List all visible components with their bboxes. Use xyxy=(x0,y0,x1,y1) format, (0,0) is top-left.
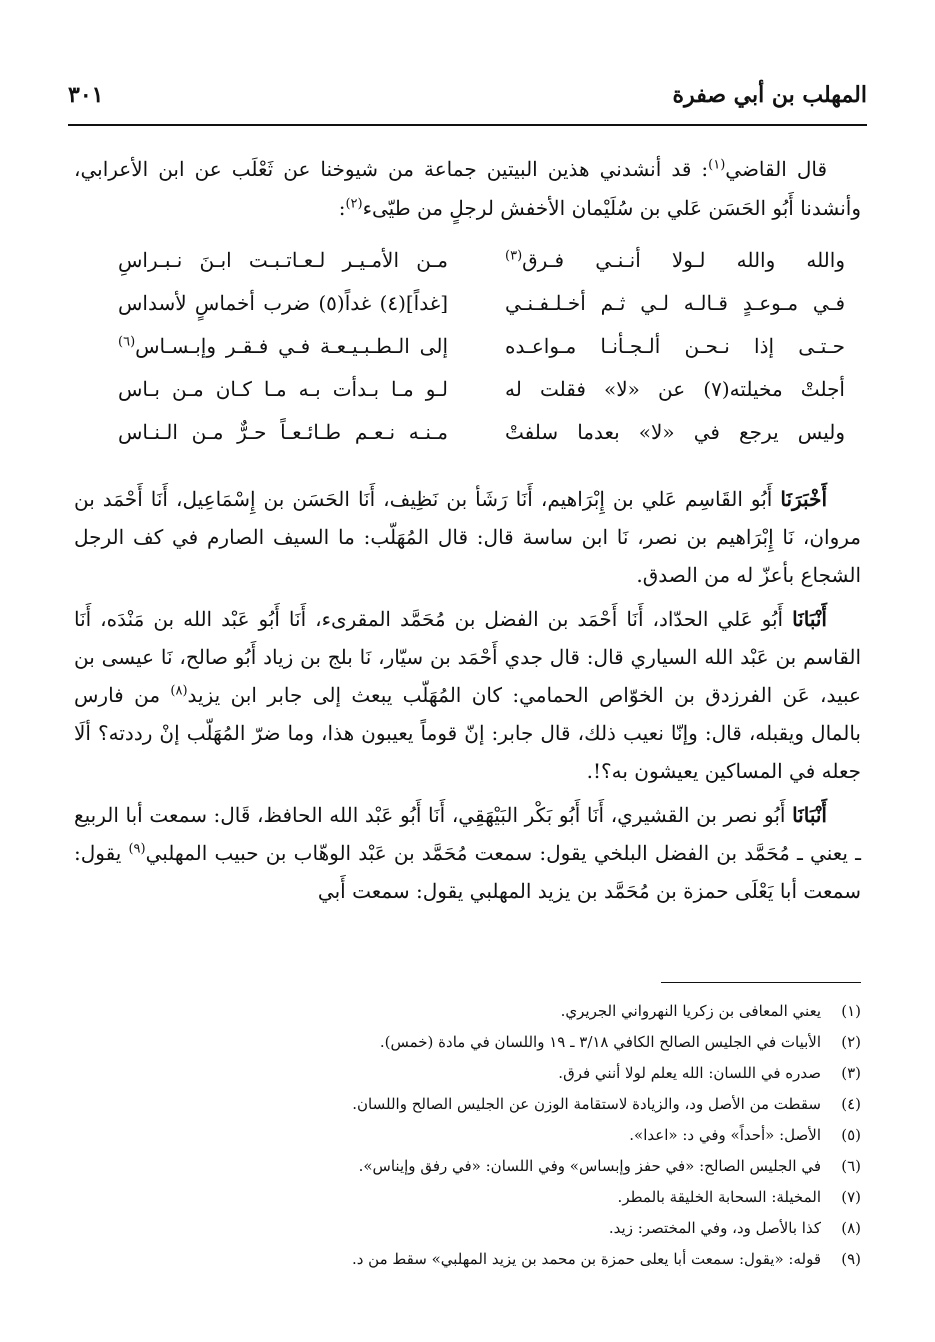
narration-paragraph xyxy=(74,796,861,910)
footnote xyxy=(74,1027,861,1058)
footnote-text: قوله: «يقول: سمعت أبا يعلى حمزة بن محمد بن يزيد المهلبي» سقط من د. xyxy=(351,1250,821,1268)
footnote-text: يعني المعافى بن زكريا النهرواني الجريري. xyxy=(560,1002,821,1020)
poem-verse xyxy=(118,291,845,334)
footnote-number: (٧) xyxy=(841,1188,861,1206)
footnote xyxy=(74,1244,861,1275)
intro-paragraph xyxy=(74,150,861,228)
verse-first-hemistich: أجلتْ مخيلته(٧) عن «لا» فقلت له xyxy=(505,377,845,401)
verse-first-hemistich: حـتـى إذا نـحـن ألـجـأنـا مـواعـده xyxy=(505,334,845,358)
running-title: المهلب بن أبي صفرة xyxy=(672,82,867,108)
footnote-number: (١) xyxy=(841,1002,861,1020)
footnote xyxy=(74,1058,861,1089)
narration-text: يقول: سمعت أبا يَعْلَى حمزة بن مُحَمَّد بن يزيد المهلبي يقول: سمعت أَبي xyxy=(74,841,861,903)
footnote-text: في الجليس الصالح: «في حفز وإبساس» وفي اللسان: «في رفق وإيناس». xyxy=(358,1157,821,1175)
footnotes xyxy=(74,996,861,1275)
footnote-number: (٢) xyxy=(841,1033,861,1051)
poem-verse xyxy=(118,420,845,463)
verse-first-hemistich: وليس يرجع في «لا» بعدما سلفتْ xyxy=(505,420,845,444)
narration-text: أَبُو القَاسِم عَلي بن إِبْرَاهيم، أَنَا رَشَأ بن نَظِيف، أَنَا الحَسَن بن إِسْمَاعِيل، أَنَا أَحْمَد بن مروان، نَا إِبْرَاهيم بن نصر، نَا ابن ساسة قال: قال المُهَلّب: ما السيف الصارم في كف الرجل الشجاع بأعزّ له من الصدق. xyxy=(74,487,861,587)
footnote-text: صدره في اللسان: الله يعلم لولا أنني فرق. xyxy=(558,1064,821,1082)
footnote-number: (٩) xyxy=(841,1250,861,1268)
verse-second-hemistich: مـن الأمـيـر لـعـاتـبـت ابـنَ نـبـراسِ xyxy=(118,248,448,272)
verse-first-hemistich: فـي مـوعـدٍ قـالـه لـي ثـم أخـلـفـنـي xyxy=(505,291,845,315)
footnote-ref: (٩) xyxy=(128,841,146,857)
intro-text xyxy=(74,150,861,228)
footnote-ref: (٢) xyxy=(345,196,363,212)
footnote xyxy=(74,1120,861,1151)
main-prose xyxy=(74,480,861,916)
verse-second-hemistich: إلى الـطـبـيـعـة فـي فـقـر وإبـسـاس$^{(٦)}$ xyxy=(118,334,448,358)
narration-lead: أَخْبَرَنَا xyxy=(780,487,827,511)
footnote-text: الأصل: «أحداً» وفي د: «اعدا». xyxy=(629,1126,821,1144)
verse-second-hemistich: [غداً](٤) غداً(٥) ضرب أخماسٍ لأسداس xyxy=(118,291,448,315)
footnote-rule xyxy=(661,982,861,983)
footnote-ref: (٨) xyxy=(170,683,188,699)
verse-first-hemistich: والله والله لـولا أنـنـي فـرق$^{(٣)}$ xyxy=(505,248,845,272)
footnote xyxy=(74,1151,861,1182)
narration-paragraph xyxy=(74,600,861,790)
page-number: ٣٠١ xyxy=(68,82,104,108)
intro-part-b: : قد أنشدني هذين البيتين جماعة من شيوخنا عن ثَعْلَب عن ابن الأعرابي، وأنشدنا أَبُو الحَسَن عَلي بن سُلَيْمان الأخفش لرجلٍ من طيّىء xyxy=(74,157,861,220)
footnote xyxy=(74,1089,861,1120)
footnote xyxy=(74,1182,861,1213)
poem xyxy=(118,248,845,463)
narration-text: من فارس بالمال ويقبله، قال: وإنّا نعيب ذلك، قال جابر: إنّ قوماً يعيبون هذا، وما ضرّ المُهَلّب إنْ رددته؟ ألَا جعله في المساكين يعيشون به؟!. xyxy=(74,683,861,783)
verse-second-hemistich: مـنـه نـعـم طـائـعـاً حـرٌّ مـن الـنـاس xyxy=(118,420,448,444)
footnote-text: سقطت من الأصل ود، والزيادة لاستقامة الوزن عن الجليس الصالح واللسان. xyxy=(352,1095,821,1113)
verse-second-hemistich: لـو مـا بـدأت بـه مـا كـان مـن بـاس xyxy=(118,377,448,401)
footnote-text: الأبيات في الجليس الصالح الكافي ٣/١٨ ـ ١٩ واللسان في مادة (خمس). xyxy=(379,1033,821,1051)
footnote-ref: (١) xyxy=(708,157,726,173)
narration-paragraph xyxy=(74,480,861,594)
poem-verse xyxy=(118,377,845,420)
intro-part-a: قال القاضي xyxy=(725,157,828,181)
footnote xyxy=(74,1213,861,1244)
poem-verse xyxy=(118,248,845,291)
footnote-number: (٦) xyxy=(841,1157,861,1175)
narration-lead: أَنْبَانَا xyxy=(792,607,827,631)
poem-verse xyxy=(118,334,845,377)
narration-text: أَبُو نصر بن القشيري، أَنَا أَبُو بَكْر البَيْهَقِي، أَنَا أَبُو عَبْد الله الحافظ، قَال: سمعت أبا الربيع ـ يعني ـ مُحَمَّد بن الفضل البلخي يقول: سمعت مُحَمَّد بن عَبْد الوهّاب بن حبيب المهلبي xyxy=(74,803,861,865)
footnote xyxy=(74,996,861,1027)
intro-part-c: : xyxy=(338,196,346,220)
footnote-text: كذا بالأصل ود، وفي المختصر: زيد. xyxy=(608,1219,821,1237)
page-header xyxy=(68,82,867,118)
footnote-number: (٤) xyxy=(841,1095,861,1113)
narration-text: أَبُو عَلي الحدّاد، أَنَا أَحْمَد بن الفضل بن مُحَمَّد المقرىء، أَنَا أَبُو عَبْد الله بن مَنْدَه، أَنَا القاسم بن عَبْد الله السياري قال: قال جدي أَحْمَد بن سيّار، نَا بلج بن زياد أَبُو صالح، نَا عيسى بن عبيد، عَن الفرزدق بن الخوّاص الحمامي: كان المُهَلّب يبعث إلى جابر ابن يزيد xyxy=(74,607,861,707)
footnote-text: المخيلة: السحابة الخليقة بالمطر. xyxy=(617,1188,821,1206)
footnote-number: (٥) xyxy=(841,1126,861,1144)
header-rule xyxy=(68,124,867,126)
narration-lead: أَنْبَانَا xyxy=(792,803,827,827)
footnote-number: (٣) xyxy=(841,1064,861,1082)
footnote-number: (٨) xyxy=(841,1219,861,1237)
